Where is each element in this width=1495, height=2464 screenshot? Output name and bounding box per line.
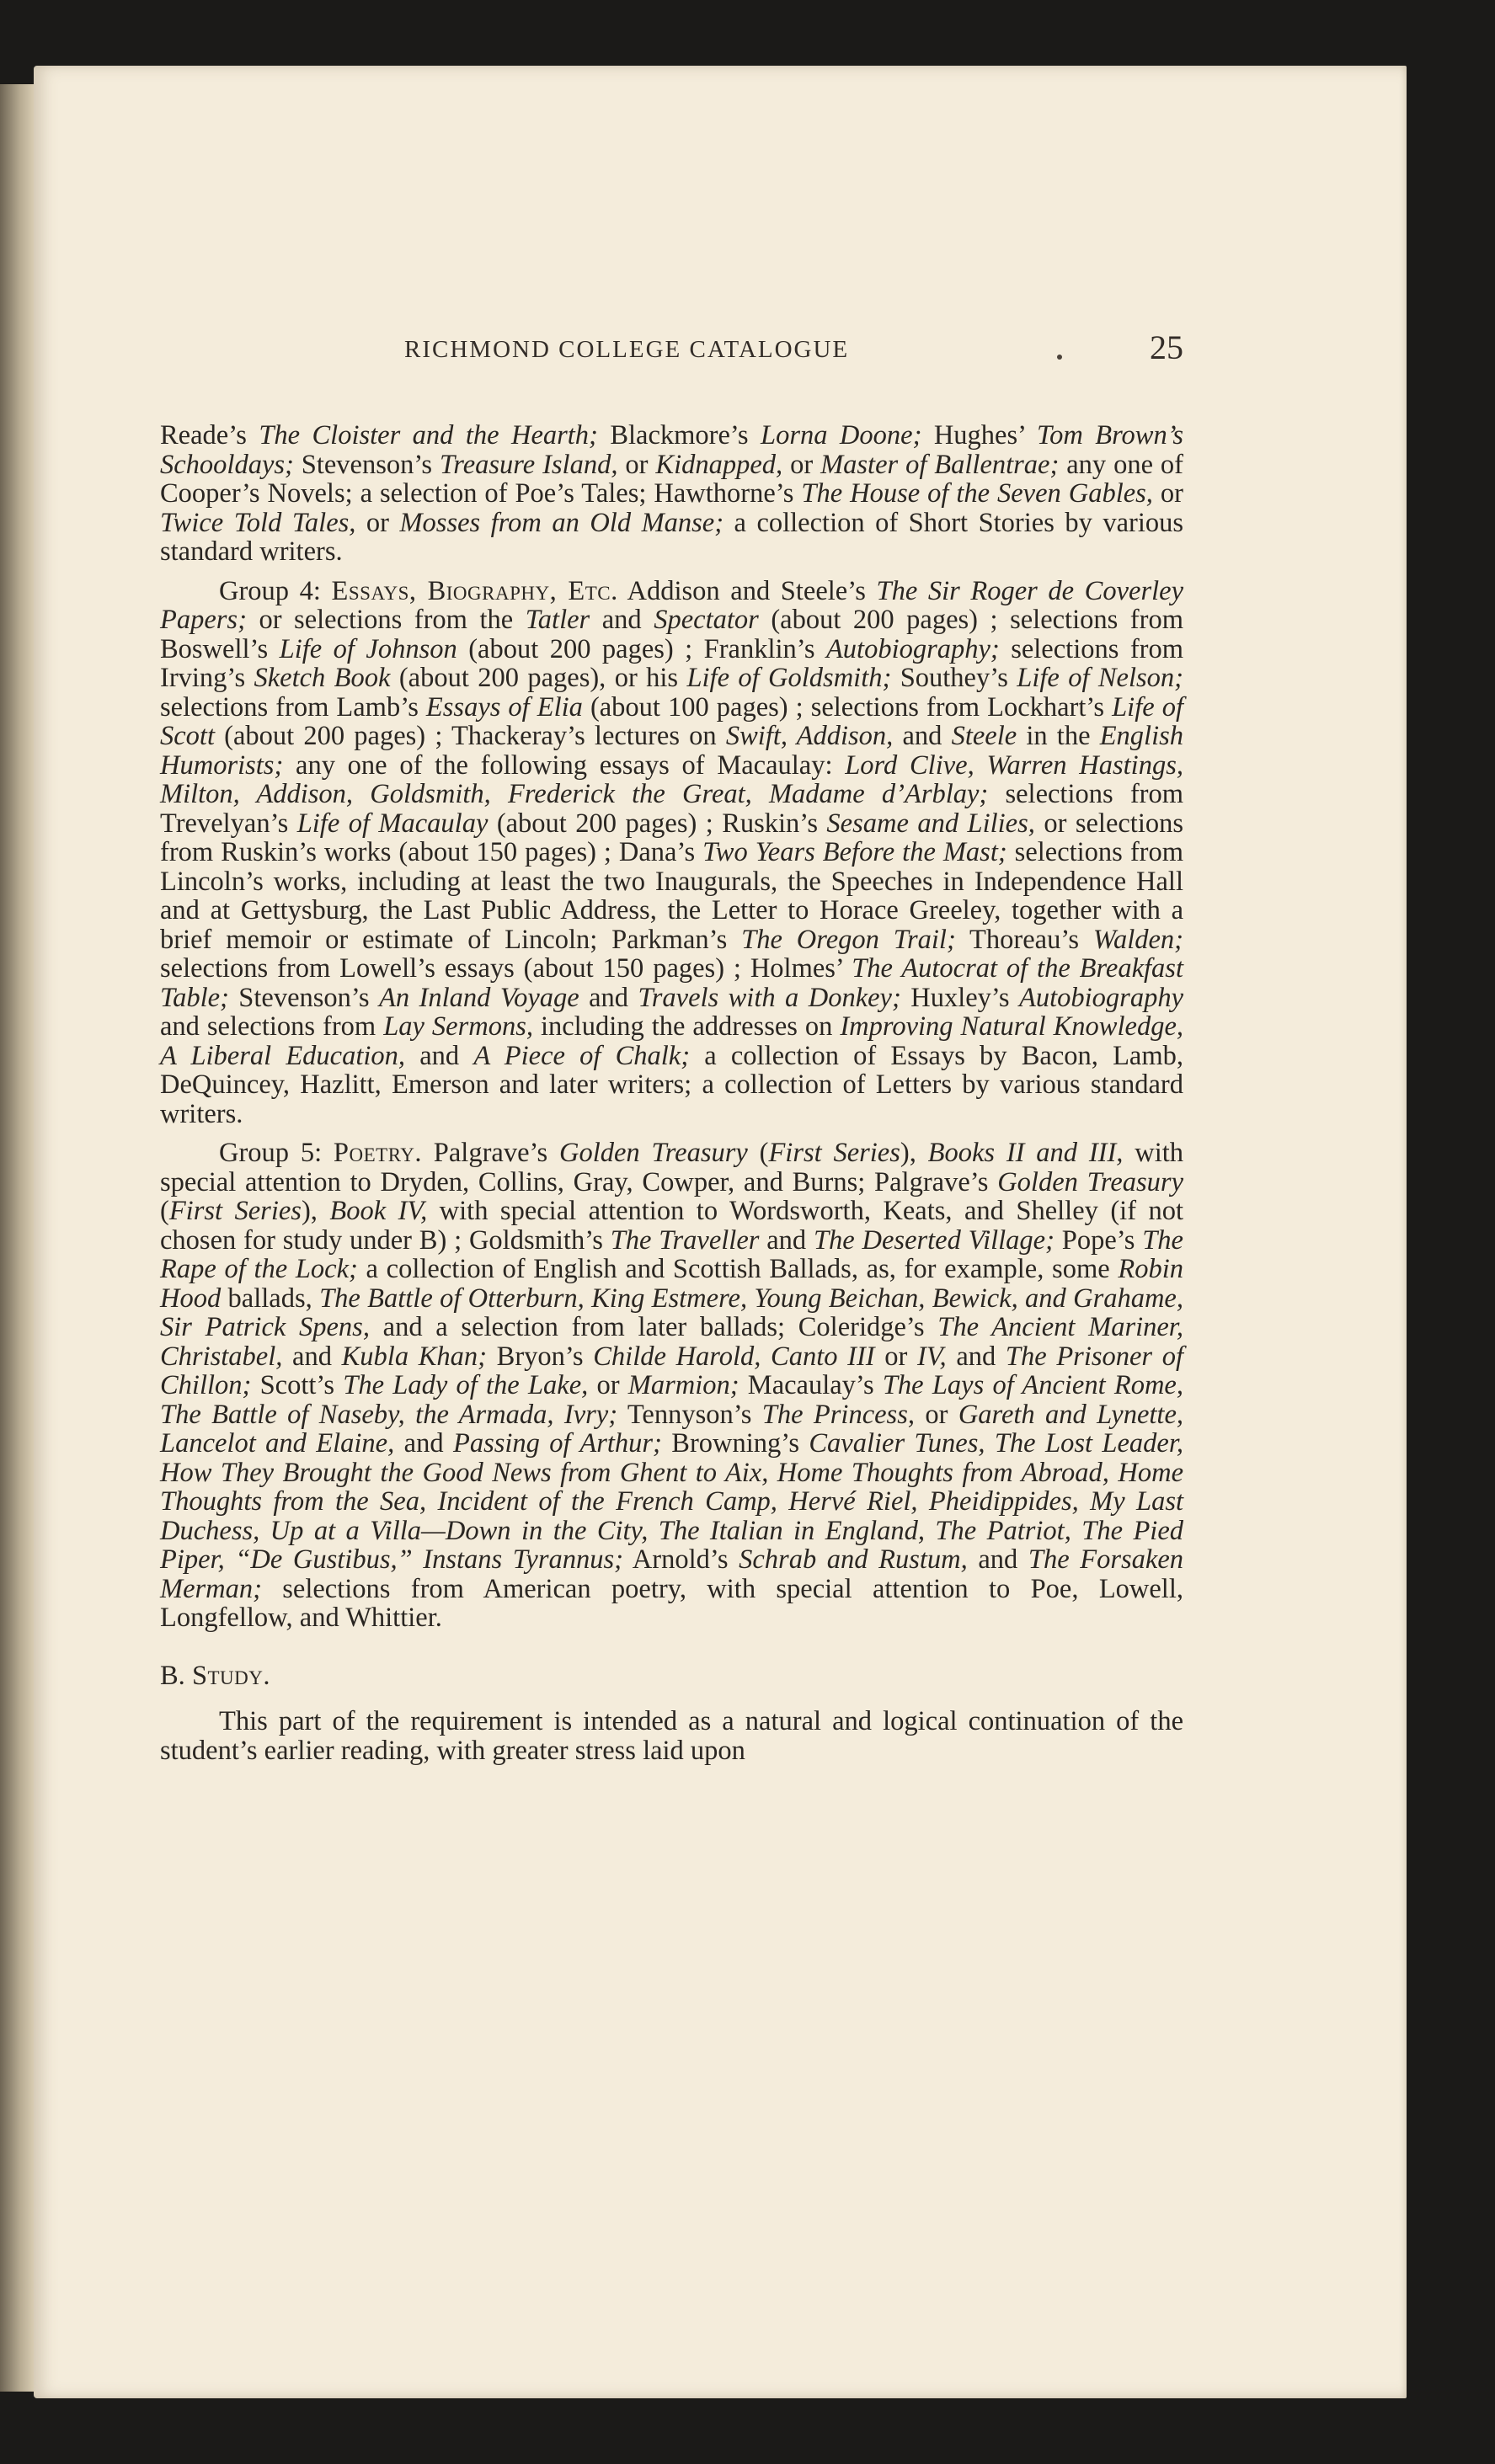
text-run: Macaulay’s (739, 1370, 883, 1400)
text-run: and (759, 1224, 814, 1256)
text-run: (about 200 pages), or his (390, 663, 687, 693)
text-run: Addison and Steele’s (617, 575, 877, 606)
text-run: in the (1017, 721, 1100, 751)
italic-title: Sketch Book (254, 663, 391, 693)
text-run: a collection of Short Stories by various standard writers. (160, 507, 1184, 567)
text-run: or selections from the (246, 605, 526, 635)
book-spine (0, 84, 34, 2392)
italic-title: Life of Macaulay (296, 808, 489, 839)
italic-title: Swift, Addison, (725, 721, 894, 751)
text-run: Tennyson’s (617, 1399, 762, 1430)
small-caps-heading: Essays, Biography, Etc. (331, 575, 618, 606)
italic-title: Life of Scott (160, 691, 1183, 751)
page-number: 25 (1150, 328, 1183, 366)
text-run: and (282, 1341, 342, 1372)
italic-title: The Sir Roger de Coverley Papers; (160, 575, 1183, 635)
text-run: Group 5: (219, 1138, 334, 1168)
text-run: any one of Cooper’s Novels; a selection of Poe’s Tales; Hawthorne’s (160, 449, 1183, 509)
italic-title: Lay Sermons, (383, 1011, 533, 1042)
text-run: and (967, 1544, 1028, 1575)
text-run: Huxley’s (900, 982, 1020, 1013)
text-run: Bryon’s (487, 1341, 594, 1372)
italic-title: Two Years Before the Mast; (702, 837, 1007, 867)
paragraph-study (160, 1707, 1183, 1765)
text-run: ), (301, 1196, 330, 1226)
text-run: ( (747, 1138, 769, 1168)
italic-title: The Rape of the Lock; (160, 1224, 1183, 1284)
text-run: B. (160, 1660, 192, 1691)
page-header (164, 328, 1183, 375)
text-run: and (590, 605, 654, 635)
text-run: ( (160, 1196, 169, 1226)
text-run: Southey’s (891, 663, 1017, 693)
text-run: including the addresses on (532, 1011, 841, 1042)
text-run: and selections from (160, 1011, 384, 1042)
text-run: Stevenson’s (228, 982, 380, 1013)
section-heading-study (160, 1661, 1183, 1691)
italic-title: Travels with a Donkey; (638, 982, 901, 1013)
text-run: and (893, 721, 952, 751)
text-run: a collection of English and Scottish Ballads, as, for example, some (357, 1254, 1119, 1284)
italic-title: Golden Treasury (558, 1138, 748, 1168)
italic-title: Childe Harold, Canto III (593, 1341, 875, 1372)
italic-title: An Inland Voyage (379, 982, 579, 1013)
small-caps-heading: Study. (191, 1660, 271, 1691)
text-run: (about 200 pages) ; Ruskin’s (488, 808, 827, 839)
italic-title: Lord Clive, Warren Hastings, Milton, Addison, Goldsmith, Frederick the Great, Madame d’Arblay; (160, 749, 1183, 809)
text-run: or (782, 449, 821, 480)
text-run: and (394, 1428, 453, 1459)
text-run: or (588, 1370, 628, 1400)
text-run: Hughes’ (921, 420, 1037, 451)
text-run: Pope’s (1054, 1224, 1143, 1256)
text-run: with special attention to Wordsworth, Keats, and Shelley (if not chosen for study under B) ; Goldsmith’s (160, 1196, 1184, 1256)
italic-title: The Deserted Village; (813, 1224, 1055, 1256)
italic-title: Mosses from an Old Manse; (399, 507, 724, 538)
italic-title: The Lays of Ancient Rome, The Battle of Naseby, the Armada, Ivry; (160, 1370, 1183, 1430)
text-run: a collection of Essays by Bacon, Lamb, DeQuincey, Hazlitt, Emerson and later writers; a collection of Letters by various standard writers. (160, 1040, 1184, 1129)
small-caps-heading: Poetry. (333, 1138, 423, 1168)
text-run: ballads, (221, 1283, 320, 1314)
italic-title: Steele (951, 721, 1017, 751)
italic-title: The Forsaken Merman; (160, 1544, 1184, 1604)
text-run: with special attention to Dryden, Collins, Gray, Cowper, and Burns; Palgrave’s (160, 1138, 1184, 1197)
italic-title: The Lady of the Lake, (343, 1370, 589, 1400)
italic-title: Autobiography; (825, 633, 1000, 664)
paragraph-group-5 (160, 1139, 1183, 1633)
text-run: or (874, 1341, 918, 1372)
italic-title: Books II and III, (927, 1138, 1124, 1168)
italic-title: A Piece of Chalk; (473, 1040, 691, 1071)
text-run: (about 200 pages) ; Thackeray’s lectures on (214, 721, 726, 751)
italic-title: Gareth and Lynette, Lancelot and Elaine, (160, 1399, 1184, 1459)
text-run: This part of the requirement is intended as a natural and logical continuation of the student’s earlier reading, with greater stress laid upon (160, 1706, 1183, 1766)
text-run: selections from Trevelyan’s (160, 779, 1184, 839)
italic-title: Spectator (654, 605, 759, 635)
text-run: (about 100 pages) ; selections from Lockhart’s (582, 691, 1113, 723)
text-run: or (914, 1399, 958, 1430)
text-run: and (579, 982, 638, 1013)
text-run: and a selection from later ballads; Coleridge’s (369, 1312, 938, 1342)
text-run: (about 200 pages) ; Franklin’s (457, 633, 826, 664)
paragraph-group-3-continued (160, 421, 1183, 567)
italic-title: Kubla Khan; (341, 1341, 487, 1372)
text-run: or (617, 449, 656, 480)
italic-title: The Battle of Otterburn, King Estmere, Young Beichan, Bewick, and Grahame, Sir Patrick Spens, (160, 1283, 1183, 1342)
italic-title: Tatler (525, 605, 590, 635)
text-run: and (946, 1341, 1006, 1372)
text-run: or (1152, 478, 1183, 509)
italic-title: The Autocrat of the Breakfast Table; (160, 953, 1183, 1013)
italic-title: Passing of Arthur; (452, 1428, 662, 1459)
italic-title: The Traveller (610, 1224, 760, 1256)
text-run: selections from Lowell’s essays (about 150 pages) ; Holmes’ (160, 953, 852, 984)
text-run: Scott’s (251, 1370, 344, 1400)
text-run: Browning’s (661, 1428, 809, 1459)
text-run: selections from American poetry, with special attention to Poe, Lowell, Longfellow, and Whittier. (160, 1573, 1183, 1633)
italic-title: The Oregon Trail; (741, 924, 956, 955)
italic-title: Golden Treasury (997, 1166, 1183, 1197)
italic-title: The Ancient Mariner, Christabel, (160, 1312, 1183, 1372)
italic-title: Marmion; (627, 1370, 739, 1400)
text-run: and (405, 1040, 474, 1071)
italic-title: The Princess, (761, 1399, 915, 1430)
text-run: ), (900, 1138, 928, 1168)
italic-title: Schrab and Rustum, (739, 1544, 968, 1575)
italic-title: First Series (768, 1138, 900, 1168)
text-run: Group 4: (219, 575, 332, 606)
text-run: Palgrave’s (422, 1138, 559, 1168)
italic-title: IV, (917, 1341, 947, 1372)
italic-title: Robin Hood (160, 1254, 1183, 1314)
text-run: (about 200 pages) ; selections from Boswell’s (160, 605, 1183, 664)
header-dot (1057, 355, 1062, 360)
italic-title: Walden; (1092, 924, 1183, 955)
italic-title: Book IV, (329, 1196, 428, 1226)
italic-title: Kidnapped, (655, 449, 783, 480)
italic-title: Life of Nelson; (1017, 663, 1183, 693)
italic-title: Tom Brown’s Schooldays; (160, 420, 1183, 480)
running-head: RICHMOND COLLEGE CATALOGUE (404, 336, 850, 363)
italic-title: Autobiography (1019, 982, 1183, 1013)
italic-title: English Humorists; (160, 721, 1184, 781)
text-run: selections from Lamb’s (160, 691, 426, 723)
paragraph-group-4 (160, 577, 1183, 1129)
text-run: or (355, 507, 400, 538)
italic-title: Life of Goldsmith; (686, 663, 892, 693)
text-run: Reade’s (160, 420, 259, 451)
text-run: Stevenson’s (293, 449, 440, 480)
italic-title: Cavalier Tunes, The Lost Leader, How They Brought the Good News from Ghent to Aix, Home Thoughts from Abroad, Home Thoughts from the Sea, Incident of the French Camp, Hervé Riel, Pheidippides, My Last Duchess, Up at a Villa—Down in the City, The Italian in England, The Patriot, The Pied Piper, “De Gustibus,” Instans Tyrannus; (160, 1428, 1183, 1575)
text-run: Blackmore’s (597, 420, 761, 451)
italic-title: Sesame and Lilies, (826, 808, 1035, 839)
italic-title: Lorna Doone; (761, 420, 922, 451)
italic-title: First Series (168, 1196, 302, 1226)
italic-title: The Cloister and the Hearth; (259, 420, 598, 451)
italic-title: Treasure Island, (440, 449, 618, 480)
text-run: any one of the following essays of Macaulay: (283, 749, 846, 781)
italic-title: Life of Johnson (279, 633, 457, 664)
text-run: Thoreau’s (955, 924, 1093, 955)
italic-title: Essays of Elia (425, 691, 583, 723)
italic-title: The Prisoner of Chillon; (160, 1341, 1184, 1400)
italic-title: The House of the Seven Gables, (801, 478, 1153, 509)
text-run: Arnold’s (622, 1544, 739, 1575)
body-text (160, 421, 1183, 1775)
italic-title: Improving Natural Knowledge, A Liberal Education, (160, 1011, 1183, 1071)
italic-title: Twice Told Tales, (160, 507, 356, 538)
text-run: or selections from Ruskin’s works (about 150 pages) ; Dana’s (160, 808, 1183, 867)
italic-title: Master of Ballentrae; (820, 449, 1060, 480)
text-run: selections from Irving’s (160, 633, 1183, 693)
text-run: selections from Lincoln’s works, including at least the two Inaugurals, the Speeches in Independence Hall and at Gettysburg, the Last Public Address, the Letter to Horace Greeley, together with a brief memoir or estimate of Lincoln; Parkman’s (160, 837, 1183, 955)
